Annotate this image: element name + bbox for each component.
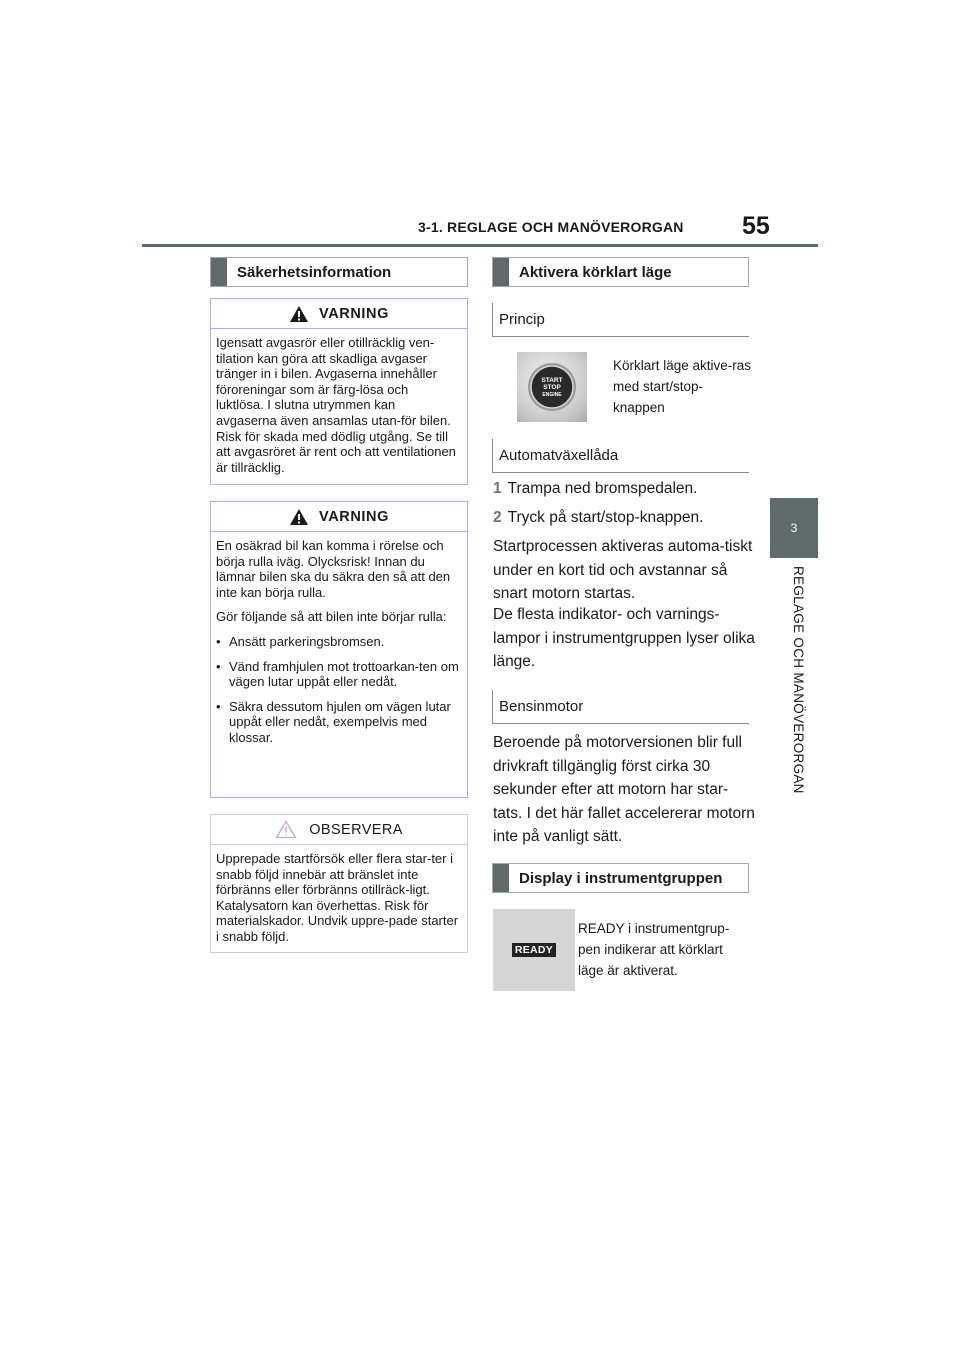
chapter-tab: 3	[770, 498, 818, 558]
warning-box-exhaust	[210, 298, 468, 485]
header-divider	[142, 244, 818, 247]
section-header-label: Säkerhetsinformation	[237, 263, 392, 281]
section-header-activate	[492, 257, 749, 287]
start-stop-button-image	[517, 352, 587, 422]
section-header-display	[492, 863, 749, 893]
automatic-paragraph: De flesta indikator- och varnings-lampor i instrumentgruppen lyser olika länge.	[493, 606, 755, 670]
warning-text: Igensatt avgasrör eller otillräcklig ven-tilation kan göra att skadliga avgaser tränger in i bilen. Avgaserna innehåller föroreningar som är färg-lösa och luktlösa. I slutna utrymmen kan avgaserna även ansamlas utan-för bilen. Risk för skada med dödlig utgång. Se till att avgasröret är rent och att ventilationen är tillräcklig.	[216, 335, 456, 475]
list-item: • Ansätt parkeringsbromsen.	[216, 633, 385, 649]
warning-triangle-icon	[289, 508, 309, 526]
list-item: • Vänd framhjulen mot trottoarkan-ten om vägen lutar uppåt eller nedåt.	[216, 658, 459, 690]
chapter-side-label: REGLAGE OCH MANÖVERORGAN	[791, 566, 806, 794]
start-stop-button-icon	[517, 352, 587, 422]
step-item	[493, 509, 703, 527]
start-button-label: START	[541, 377, 563, 384]
step-number: 1	[493, 480, 502, 497]
page-number: 55	[742, 212, 770, 240]
warning-header	[211, 502, 467, 532]
step-item	[493, 480, 697, 498]
warning-header	[211, 299, 467, 329]
section-header-safety	[210, 257, 468, 287]
note-body	[211, 845, 467, 953]
warning-paragraph: En osäkrad bil kan komma i rörelse och börja rulla iväg. Olycksrisk! Innan du lämnar bilen ska du säkra den så att den inte kan börja rulla.	[216, 538, 451, 600]
engine-button-label: ENGINE	[542, 392, 562, 398]
warning-body	[211, 532, 467, 754]
subheading-automatic: Automatväxellåda	[492, 439, 749, 473]
start-button-caption: Körklart läge aktive-ras med start/stop-knappen	[613, 358, 752, 415]
warning-title: VARNING	[319, 508, 389, 525]
list-item-text: Vänd framhjulen mot trottoarkan-ten om vägen lutar uppåt eller nedåt.	[229, 658, 459, 690]
list-item-text: Ansätt parkeringsbromsen.	[229, 633, 385, 649]
warning-body	[211, 329, 467, 483]
section-header-bar	[493, 258, 509, 286]
ready-display-image	[493, 909, 575, 991]
warning-box-rolling	[210, 501, 468, 798]
list-item-text: Säkra dessutom hjulen om vägen lutar uppåt eller nedåt, exempelvis med klossar.	[229, 698, 451, 745]
warning-paragraph: Gör följande så att bilen inte börjar rulla:	[216, 609, 447, 625]
subheading-principle: Princip	[492, 303, 749, 337]
subheading-petrol: Bensinmotor	[492, 690, 749, 724]
note-title: OBSERVERA	[309, 821, 403, 838]
chapter-title: 3-1. REGLAGE OCH MANÖVERORGAN	[418, 219, 684, 235]
warning-title: VARNING	[319, 305, 389, 322]
note-box-starts	[210, 814, 468, 953]
petrol-paragraph: Beroende på motorversionen blir full drivkraft tillgänglig först cirka 30 sekunder efter att motorn har star-tats. I det här fallet accelererar motorn inte på vanligt sätt.	[493, 734, 755, 845]
list-item: • Säkra dessutom hjulen om vägen lutar uppåt eller nedåt, exempelvis med klossar.	[216, 699, 459, 746]
step-number: 2	[493, 509, 502, 526]
ready-caption: READY i instrumentgrup-pen indikerar att körklart läge är aktiverat.	[578, 921, 730, 978]
section-header-bar	[493, 864, 509, 892]
ready-badge: READY	[512, 943, 556, 957]
warning-triangle-icon	[289, 305, 309, 323]
caution-triangle-icon	[275, 820, 297, 839]
step-text: Tryck på start/stop-knappen.	[507, 509, 704, 526]
note-header	[211, 815, 467, 845]
automatic-paragraph: Startprocessen aktiveras automa-tiskt under en kort tid och avstannar så snart motorn startas.	[493, 538, 753, 602]
step-text: Trampa ned bromspedalen.	[507, 480, 698, 497]
stop-button-label: STOP	[543, 384, 561, 391]
section-header-bar	[211, 258, 227, 286]
note-text: Upprepade startförsök eller flera star-ter i snabb följd innebär att bränslet inte förbränns eller förbränns otillräck-ligt. Katalysatorn kan överhettas. Risk för materialskador. Undvik uppre-pade starter i snabb följd.	[216, 851, 459, 944]
section-header-label: Display i instrumentgruppen	[519, 869, 723, 887]
section-header-label: Aktivera körklart läge	[519, 263, 672, 281]
